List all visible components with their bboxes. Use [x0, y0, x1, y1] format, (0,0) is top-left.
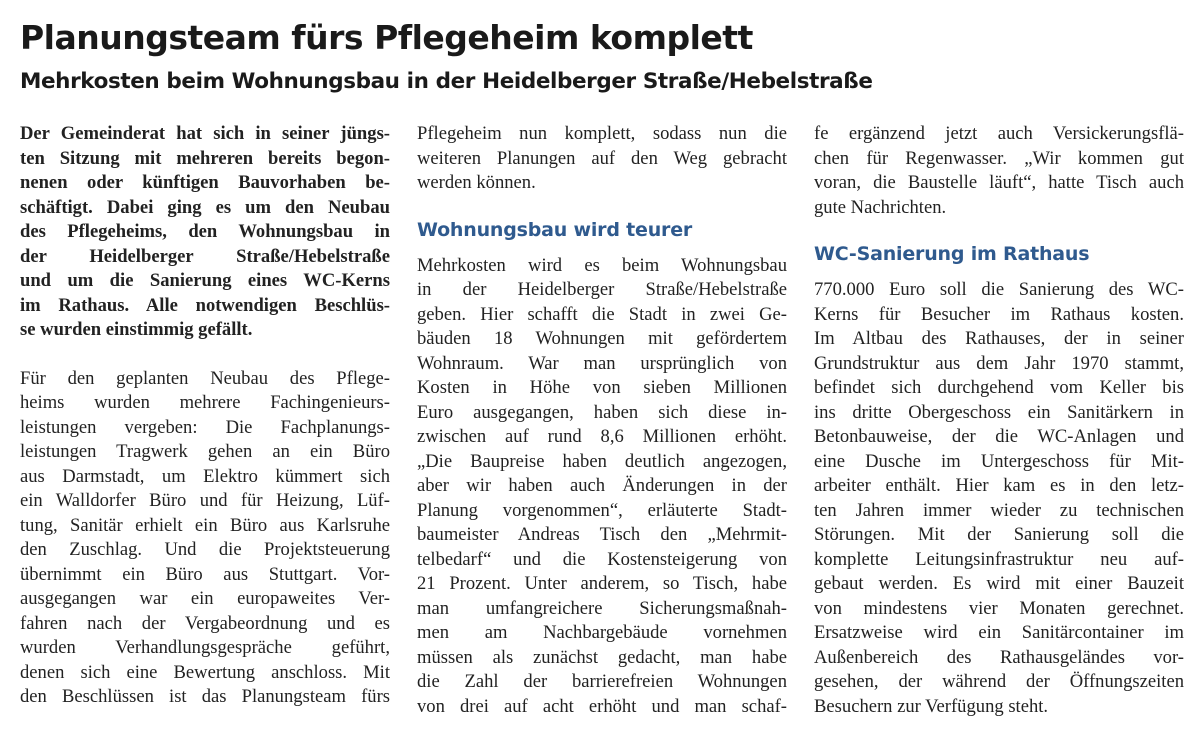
- text-line: ten Sitzung mit mehreren bereits begon-: [20, 147, 390, 169]
- text-line: bäuden 18 Wohnungen mit gefördertem: [417, 328, 787, 349]
- text-line: Besuchern zur Verfügung steht.: [814, 695, 1049, 717]
- text-line: und um die Sanierung eines WC-Kerns: [20, 270, 390, 291]
- text-line: zwischen auf rund 8,6 Millionen erhöht.: [417, 426, 787, 447]
- text-line: ausgegangen war ein europaweites Ver-: [20, 588, 390, 609]
- text-line: „Die Baupreise haben deutlich angezogen,: [417, 450, 787, 472]
- text-line: ten Jahren immer wieder zu technischen: [814, 499, 1184, 521]
- text-line: Für den geplanten Neubau des Pflege-: [20, 367, 390, 389]
- text-line: gute Nachrichten.: [814, 196, 947, 218]
- text-line: befindet sich durchgehend vom Keller bis: [814, 377, 1184, 398]
- text-line: Grundstruktur aus dem Jahr 1970 stammt,: [814, 352, 1184, 374]
- article-subheadline: Mehrkosten beim Wohnungsbau in der Heidelberger Straße/Hebelstraße: [20, 69, 873, 94]
- text-line: nenen oder künftigen Bauvorhaben be-: [20, 172, 390, 193]
- column-2: [417, 122, 787, 719]
- text-line: chen für Regenwasser. „Wir kommen gut: [814, 147, 1184, 169]
- text-line: gebaut werden. Es wird mit einer Bauzeit: [814, 573, 1184, 594]
- text-line: arbeiter enthält. Hier kam es in den letz-: [814, 475, 1184, 496]
- text-line: werden können.: [417, 172, 536, 193]
- text-line: den Beschlüssen ist das Planungsteam fürs: [20, 686, 390, 707]
- text-line: ein Walldorfer Büro und für Heizung, Lüf-: [20, 490, 390, 511]
- text-line: im Rathaus. Alle notwendigen Beschlüs-: [20, 294, 390, 316]
- column-1: [20, 122, 390, 710]
- text-line: fahren nach der Vergabeordnung und es: [20, 612, 390, 634]
- text-line: fe ergänzend jetzt auch Versickerungsflä-: [814, 123, 1184, 144]
- text-line: von mindestens vier Monaten gerechnet.: [814, 597, 1184, 619]
- body-paragraph-pflegeheim: [20, 367, 390, 710]
- text-line: müssen als zunächst gedacht, man habe: [417, 646, 787, 668]
- continued-paragraph-wohnungsbau: [814, 122, 1184, 220]
- text-line: Mehrkosten wird es beim Wohnungsbau: [417, 254, 787, 276]
- text-line: der Heidelberger Straße/Hebelstraße: [20, 245, 390, 267]
- lead-paragraph: [20, 122, 390, 343]
- text-line: übernimmt ein Büro aus Stuttgart. Vor-: [20, 563, 390, 585]
- text-line: leistungen Tragwerk gehen an ein Büro: [20, 441, 390, 462]
- text-line: des Pflegeheims, den Wohnungsbau in: [20, 221, 390, 242]
- text-line: Im Altbau des Rathauses, der in seiner: [814, 328, 1184, 349]
- text-line: leistungen vergeben: Die Fachplanungs-: [20, 416, 390, 438]
- text-line: eine Dusche im Untergeschoss für Mit-: [814, 450, 1184, 472]
- text-line: se wurden einstimmig gefällt.: [20, 319, 253, 340]
- text-line: geben. Hier schafft die Stadt in zwei Ge-: [417, 303, 787, 325]
- text-line: aus Darmstadt, um Elektro kümmert sich: [20, 465, 390, 487]
- text-line: die Zahl der barrierefreien Wohnungen: [417, 671, 787, 692]
- text-line: men am Nachbargebäude vornehmen: [417, 622, 787, 643]
- text-line: in der Heidelberger Straße/Hebelstraße: [417, 279, 787, 300]
- text-line: von drei auf acht erhöht und man schaf-: [417, 695, 787, 717]
- text-line: Planung vorgenommen“, erläuterte Stadt-: [417, 499, 787, 521]
- text-line: tung, Sanitär erhielt ein Büro aus Karlsruhe: [20, 514, 390, 536]
- text-line: voran, die Baustelle läuft“, hatte Tisch auch: [814, 172, 1184, 193]
- text-line: Störungen. Mit der Sanierung soll die: [814, 524, 1184, 545]
- text-line: ins dritte Obergeschoss ein Sanitärkern in: [814, 401, 1184, 423]
- body-paragraph-wohnungsbau: [417, 254, 787, 720]
- text-line: man umfangreichere Sicherungsmaßnah-: [417, 597, 787, 619]
- text-line: telbedarf“ und die Kostensteigerung von: [417, 548, 787, 570]
- text-line: denen sich eine Bewertung anschloss. Mit: [20, 661, 390, 683]
- text-line: baumeister Andreas Tisch den „Mehrmit-: [417, 524, 787, 545]
- text-line: den Zuschlag. Und die Projektsteuerung: [20, 539, 390, 560]
- text-line: Kerns für Besucher im Rathaus kosten.: [814, 303, 1184, 325]
- text-line: Betonbauweise, der die WC-Anlagen und: [814, 426, 1184, 447]
- text-line: Kosten in Höhe von sieben Millionen: [417, 377, 787, 398]
- text-line: 770.000 Euro soll die Sanierung des WC-: [814, 279, 1184, 300]
- section-heading-wc-sanierung: WC-Sanierung im Rathaus: [814, 243, 1090, 265]
- body-paragraph-wc-sanierung: [814, 278, 1184, 719]
- text-line: 21 Prozent. Unter anderem, so Tisch, habe: [417, 573, 787, 594]
- text-line: aber wir haben auch Änderungen in der: [417, 475, 787, 496]
- text-line: heims wurden mehrere Fachingenieurs-: [20, 392, 390, 413]
- text-line: gesehen, der während der Öffnungszeiten: [814, 671, 1184, 692]
- column-3: [814, 122, 1184, 719]
- text-line: Euro ausgegangen, haben sich diese in-: [417, 401, 787, 423]
- text-line: schäftigt. Dabei ging es um den Neubau: [20, 196, 390, 218]
- text-line: wurden Verhandlungsgespräche geführt,: [20, 637, 390, 658]
- section-heading-wohnungsbau: Wohnungsbau wird teurer: [417, 218, 693, 241]
- text-line: Außenbereich des Rathausgeländes vor-: [814, 646, 1184, 668]
- text-line: Wohnraum. War man ursprünglich von: [417, 352, 787, 374]
- text-line: Der Gemeinderat hat sich in seiner jüngs-: [20, 123, 390, 144]
- continued-paragraph-pflegeheim: [417, 122, 787, 196]
- article-headline: Planungsteam fürs Pflegeheim komplett: [20, 18, 753, 57]
- text-line: komplette Leitungsinfrastruktur neu auf-: [814, 548, 1184, 570]
- text-line: weiteren Planungen auf den Weg gebracht: [417, 147, 787, 169]
- text-line: Ersatzweise wird ein Sanitärcontainer im: [814, 622, 1184, 643]
- text-line: Pflegeheim nun komplett, sodass nun die: [417, 123, 787, 144]
